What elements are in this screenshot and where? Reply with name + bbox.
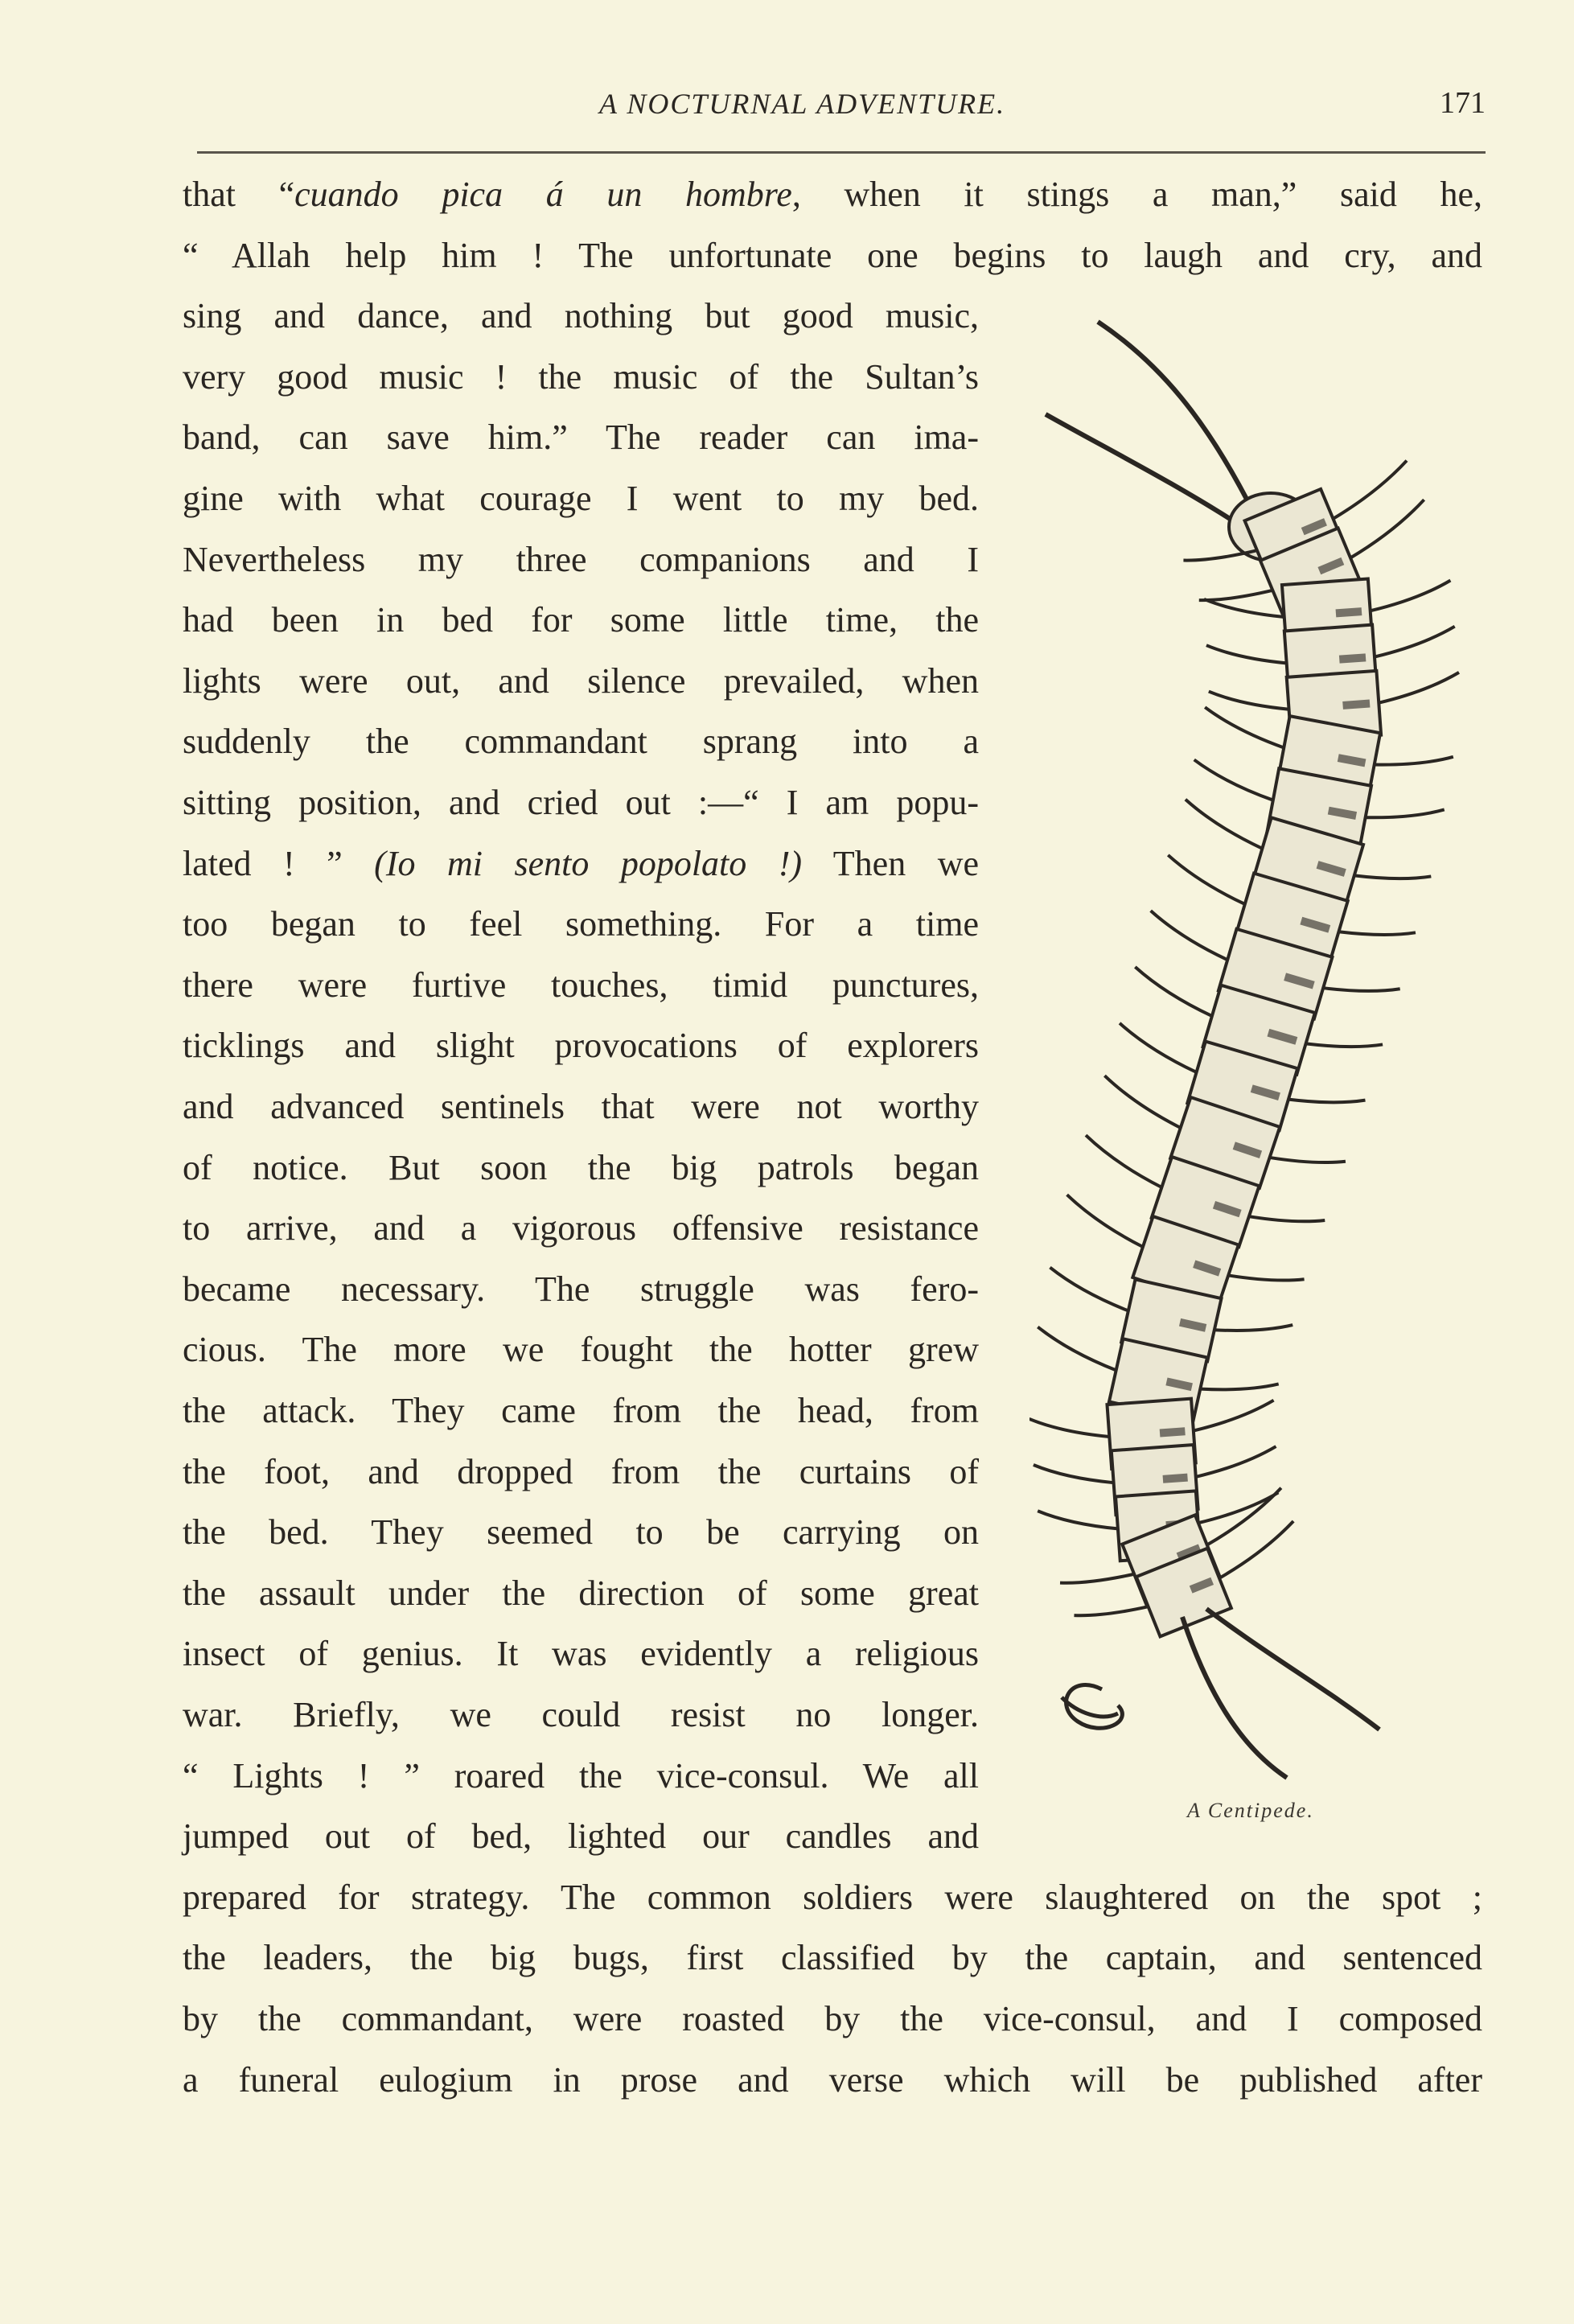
leg (1366, 809, 1445, 817)
leg (1038, 1327, 1116, 1371)
leg (1333, 461, 1407, 519)
text-line (183, 840, 979, 888)
segment-shading (1160, 1431, 1185, 1433)
leg (1151, 911, 1228, 960)
leg (1209, 692, 1289, 710)
text-fragment: Then we (802, 843, 979, 883)
tail-appendage (1182, 1617, 1287, 1778)
leg (1204, 599, 1284, 617)
text-line: had been in bed for some little time, the (183, 600, 979, 640)
text-line: the leaders, the big bugs, first classified by the captain, and sentenced (183, 1938, 1482, 1978)
leg (1198, 1492, 1279, 1523)
page-number: 171 (1440, 86, 1486, 120)
leg (1228, 1275, 1304, 1280)
leg (1029, 1419, 1109, 1437)
leg (1306, 1043, 1383, 1047)
leg (1050, 1268, 1128, 1311)
segment-shading (1343, 704, 1371, 705)
leg (1214, 1325, 1292, 1331)
leg (1194, 759, 1273, 800)
leg (1186, 800, 1263, 849)
text-line (183, 171, 1482, 219)
leg (1168, 855, 1245, 904)
leg (1288, 1100, 1366, 1103)
text-line: band, can save him.” The reader can ima- (183, 417, 979, 458)
leg (1196, 1446, 1276, 1477)
text-line: of notice. But soon the big patrols began (183, 1147, 979, 1187)
text-line: lights were out, and silence prevailed, when (183, 660, 979, 701)
leg (1375, 757, 1453, 765)
text-line: “ Lights ! ” roared the vice-consul. We all (183, 1755, 979, 1795)
text-line: jumped out of bed, lighted our candles and (183, 1816, 979, 1857)
segment-shading (1163, 1478, 1188, 1479)
leg (1038, 1511, 1118, 1528)
italic-phrase: cuando pica á un hombre (294, 175, 792, 214)
leg (1120, 1023, 1197, 1072)
engraver-monogram (1062, 1685, 1122, 1729)
text-line: cious. The more we fought the hotter grew (183, 1330, 979, 1370)
text-line: the bed. They seemed to be carrying on (183, 1512, 979, 1553)
text-line: suddenly the commandant sprang into a (183, 722, 979, 762)
leg (1135, 967, 1212, 1016)
header-rule (197, 151, 1486, 154)
segment-shading (1339, 657, 1366, 659)
segment-shading (1338, 758, 1366, 763)
running-title: A NOCTURNAL ADVENTURE. (599, 88, 1006, 120)
text-line: the attack. They came from the head, from (183, 1391, 979, 1430)
tail-appendage (1206, 1609, 1379, 1730)
italic-phrase: (Io mi sento popolato !) (374, 843, 803, 883)
leg (1371, 581, 1451, 611)
text-line: Nevertheless my three companions and I (183, 539, 979, 579)
segment-shading (1180, 1322, 1206, 1328)
centipede-illustration (1029, 298, 1496, 1810)
leg (1205, 707, 1284, 747)
leg (1067, 1195, 1143, 1247)
leg (1034, 1465, 1114, 1483)
leg (1194, 1401, 1274, 1431)
text-line: to arrive, and a vigorous offensive resistance (183, 1208, 979, 1248)
segment-shading (1329, 811, 1356, 816)
leg (1200, 1384, 1278, 1389)
text-fragment: lated ! ” (183, 843, 375, 883)
text-line: and advanced sentinels that were not worthy (183, 1087, 979, 1126)
text-line: there were furtive touches, timid punctures, (183, 965, 979, 1005)
text-line: sitting position, and cried out :—“ I am popu- (183, 783, 979, 822)
figure-caption: A Centipede. (1187, 1799, 1314, 1822)
text-line: war. Briefly, we could resist no longer. (183, 1695, 979, 1734)
text-line: gine with what courage I went to my bed. (183, 479, 979, 518)
text-line: the foot, and dropped from the curtains of (183, 1451, 979, 1491)
leg (1338, 932, 1416, 935)
text-line: ticklings and slight provocations of explorers (183, 1026, 979, 1066)
leg (1375, 627, 1455, 657)
text-line: sing and dance, and nothing but good music, (183, 296, 979, 336)
text-line: “ Allah help him ! The unfortunate one begins to laugh and cry, and (183, 235, 1482, 275)
segment-shading (1166, 1381, 1191, 1387)
antenna (1046, 414, 1243, 527)
text-line: by the commandant, were roasted by the vice-consul, and I composed (183, 1999, 1482, 2038)
leg (1270, 1158, 1346, 1162)
leg (1206, 645, 1287, 663)
text-line: very good music ! the music of the Sultan’s (183, 356, 979, 397)
leg (1199, 590, 1273, 600)
leg (1379, 673, 1459, 703)
leg (1323, 988, 1400, 991)
text-fragment: that “ (183, 175, 295, 214)
leg (1249, 1216, 1325, 1221)
leg (1074, 1606, 1148, 1615)
leg (1354, 875, 1432, 878)
text-fragment: , when it stings a man,” said he, (791, 175, 1482, 214)
leg (1086, 1135, 1161, 1187)
text-line: insect of genius. It was evidently a religious (183, 1634, 979, 1674)
text-line: too began to feel something. For a time (183, 904, 979, 944)
text-line: a funeral eulogium in prose and verse which will be published after (183, 2059, 1482, 2100)
leg (1350, 500, 1424, 557)
text-line: the assault under the direction of some great (183, 1573, 979, 1613)
leg (1060, 1574, 1134, 1583)
segment-shading (1336, 611, 1362, 613)
text-line: became necessary. The struggle was fero- (183, 1269, 979, 1309)
leg (1104, 1076, 1180, 1128)
text-line: prepared for strategy. The common soldiers were slaughtered on the spot ; (183, 1877, 1482, 1917)
